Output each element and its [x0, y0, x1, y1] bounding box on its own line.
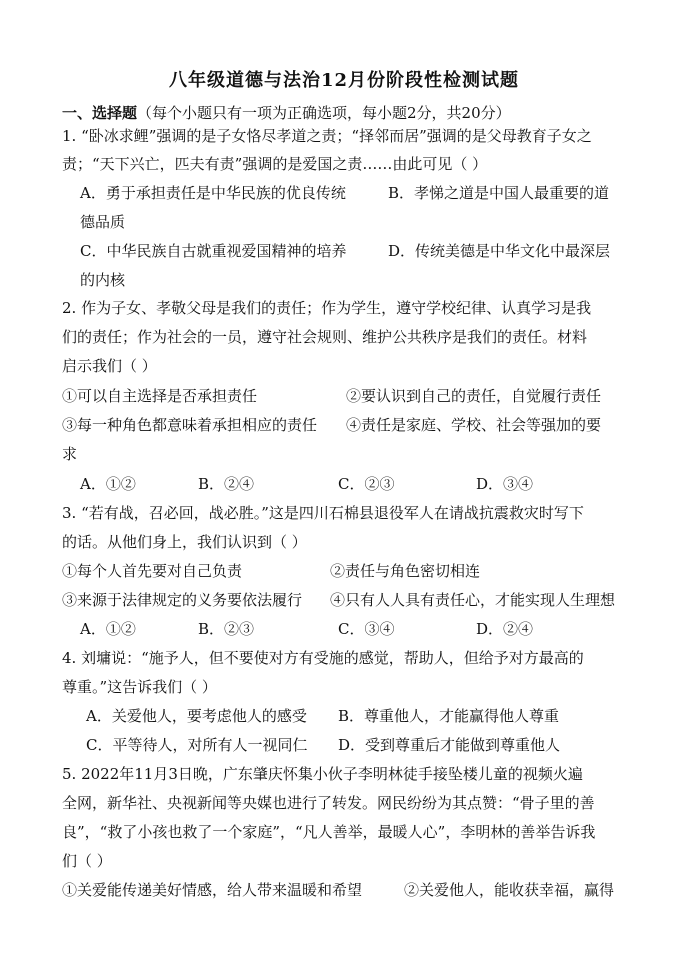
q5-statement-2: ②关爱他人，能收获幸福，赢得 — [404, 881, 615, 899]
q1-option-d-cont: 的内核 — [80, 271, 126, 289]
q2-stem-line-3: 启示我们（ ） — [62, 357, 157, 375]
q3-stem-line-2: 的话。从他们身上，我们认识到（ ） — [62, 533, 307, 551]
q1-option-d: D．传统美德是中华文化中最深层 — [388, 242, 611, 260]
q3-statement-3: ③来源于法律规定的义务要依法履行 — [62, 591, 303, 609]
q2-statement-1: ①可以自主选择是否承担责任 — [62, 387, 258, 405]
q4-option-d: D．受到尊重后才能做到尊重他人 — [338, 736, 561, 754]
q2-option-c: C．②③ — [338, 475, 395, 493]
q1-option-b-cont: 德品质 — [80, 213, 126, 231]
q5-stem-line-3: 良”，“救了小孩也救了一个家庭”，“凡人善举，最暖人心”，李明林的善举告诉我 — [62, 823, 596, 841]
q3-stem-line-1: 3. “若有战，召必回，战必胜。”这是四川石棉县退役军人在请战抗震救灾时写下 — [62, 504, 584, 522]
q2-statement-4-cont: 求 — [62, 445, 78, 463]
q1-option-c: C．中华民族自古就重视爱国精神的培养 — [80, 242, 347, 260]
q3-statement-2: ②责任与角色密切相连 — [330, 562, 481, 580]
q3-statement-4: ④只有人人具有责任心，才能实现人生理想 — [330, 591, 616, 609]
q2-option-b: B．②④ — [198, 475, 255, 493]
q5-stem-line-2: 全网，新华社、央视新闻等央媒也进行了转发。网民纷纷为其点赞：“骨子里的善 — [62, 794, 595, 812]
q4-stem-line-2: 尊重。”这告诉我们（ ） — [62, 678, 217, 696]
q4-option-b: B．尊重他人，才能赢得他人尊重 — [338, 707, 560, 725]
q4-option-a: A．关爱他人，要考虑他人的感受 — [86, 707, 307, 725]
q2-stem-line-2: 们的责任；作为社会的一员，遵守社会规则、维护公共秩序是我们的责任。材料 — [62, 328, 588, 346]
section-header — [62, 103, 511, 123]
section-note: （每个小题只有一项为正确选项，每小题2分，共20分） — [137, 104, 511, 122]
q3-option-a: A．①② — [80, 620, 136, 638]
q3-option-b: B．②③ — [198, 620, 255, 638]
q3-option-c: C．③④ — [338, 620, 395, 638]
q3-statement-1: ①每个人首先要对自己负责 — [62, 562, 243, 580]
q3-option-d: D．②④ — [476, 620, 534, 638]
q2-stem-line-1: 2. 作为子女、孝敬父母是我们的责任；作为学生，遵守学校纪律、认真学习是我 — [62, 299, 592, 317]
q2-option-a: A．①② — [80, 475, 136, 493]
q2-statement-3: ③每一种角色都意味着承担相应的责任 — [62, 416, 318, 434]
q2-statement-2: ②要认识到自己的责任，自觉履行责任 — [346, 387, 602, 405]
section-heading: 一、选择题 — [62, 104, 138, 122]
q4-stem-line-1: 4. 刘墉说：“施予人，但不要使对方有受施的感觉，帮助人，但给予对方最高的 — [62, 649, 584, 667]
q1-stem-line-1: 1. “卧冰求鲤”强调的是子女恪尽孝道之责；“择邻而居”强调的是父母教育子女之 — [62, 127, 592, 145]
q4-option-c: C．平等待人，对所有人一视同仁 — [86, 736, 308, 754]
q5-statement-1: ①关爱能传递美好情感，给人带来温暖和希望 — [62, 881, 363, 899]
q5-stem-line-1: 5. 2022年11月3日晚，广东肇庆怀集小伙子李明林徒手接坠楼儿童的视频火遍 — [62, 765, 583, 783]
q1-stem-line-2: 责；“天下兴亡，匹夫有责”强调的是爱国之责……由此可见（ ） — [62, 155, 488, 173]
page-title: 八年级道德与法治12月份阶段性检测试题 — [168, 70, 520, 91]
q2-option-d: D．③④ — [476, 475, 534, 493]
q1-option-a: A．勇于承担责任是中华民族的优良传统 — [80, 184, 346, 202]
q2-statement-4: ④责任是家庭、学校、社会等强加的要 — [346, 416, 602, 434]
q5-stem-line-4: 们（ ） — [62, 852, 112, 870]
q1-option-b: B．孝悌之道是中国人最重要的道 — [388, 184, 610, 202]
